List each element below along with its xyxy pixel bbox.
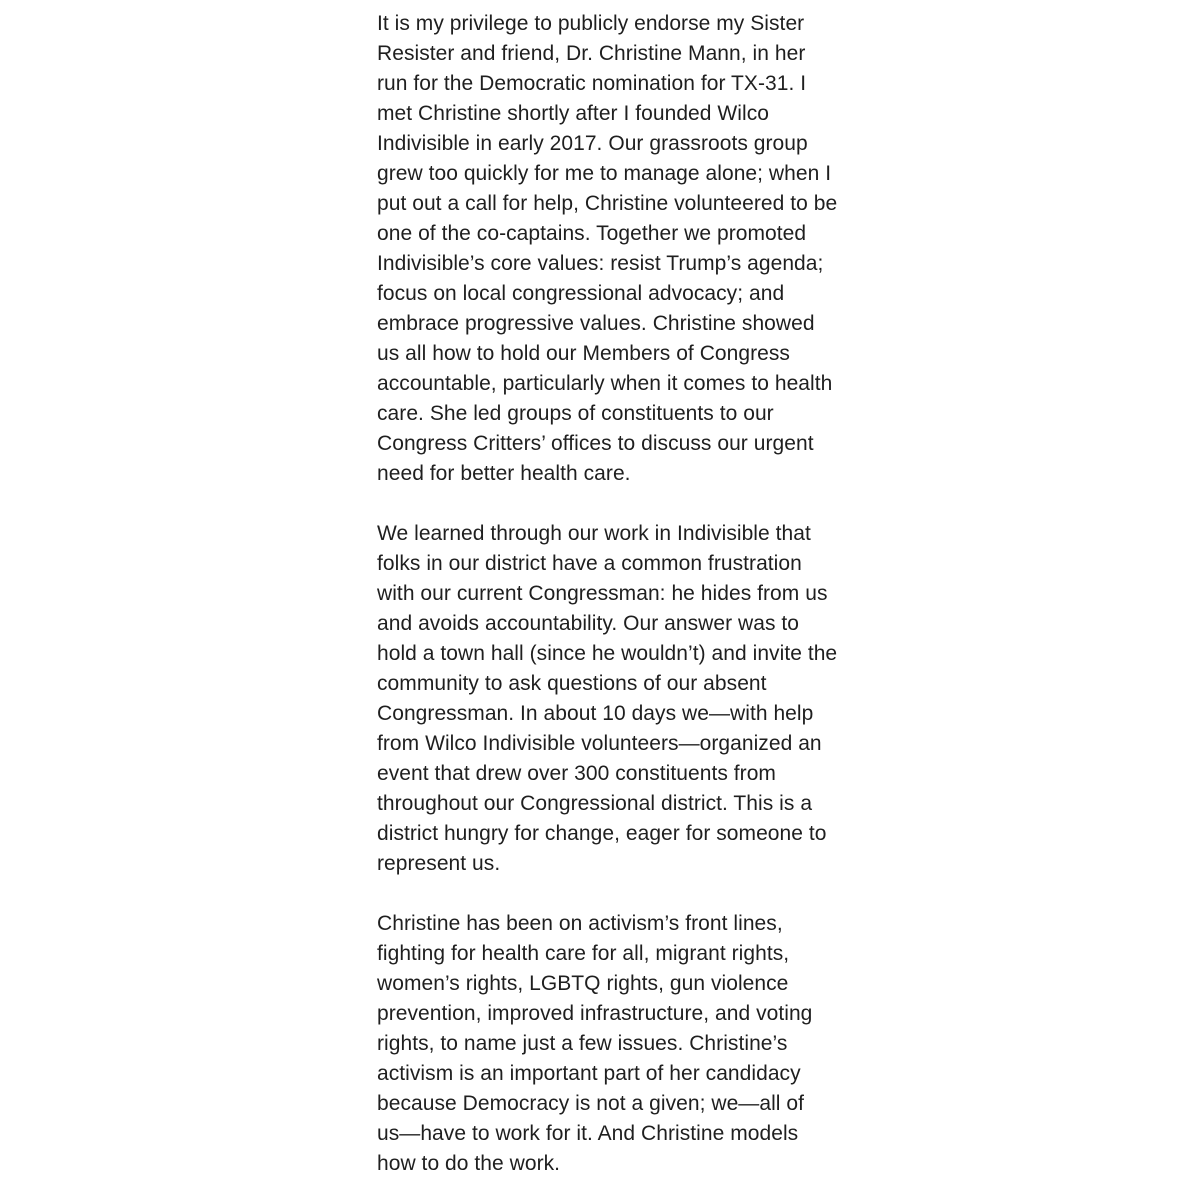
text-line: Congressman. In about 10 days we—with help: [377, 702, 814, 725]
text-line: women’s rights, LGBTQ rights, gun violence: [377, 972, 789, 995]
text-line: one of the co-captains. Together we promoted: [377, 222, 807, 245]
text-line: us—have to work for it. And Christine models: [377, 1122, 799, 1145]
text-line: It is my privilege to publicly endorse my Sister: [377, 12, 805, 35]
text-line: event that drew over 300 constituents from: [377, 762, 776, 785]
text-line: how to do the work.: [377, 1152, 561, 1175]
endorsement-letter-body: [377, 9, 867, 1179]
text-line: need for better health care.: [377, 462, 631, 485]
text-line: Indivisible’s core values: resist Trump’s agenda;: [377, 252, 824, 275]
text-line: Congress Critters’ offices to discuss our urgent: [377, 432, 814, 455]
text-line: grew too quickly for me to manage alone; when I: [377, 162, 832, 185]
text-line: Christine has been on activism’s front lines,: [377, 912, 783, 935]
text-line: prevention, improved infrastructure, and voting: [377, 1002, 813, 1025]
text-line: from Wilco Indivisible volunteers—organized an: [377, 732, 822, 755]
text-line: hold a town hall (since he wouldn’t) and invite the: [377, 642, 838, 665]
text-line: put out a call for help, Christine volunteered to be: [377, 192, 838, 215]
text-line: with our current Congressman: he hides from us: [377, 582, 828, 605]
text-line: throughout our Congressional district. This is a: [377, 792, 813, 815]
paragraph-2: [377, 519, 867, 879]
paragraph-1: [377, 9, 867, 489]
text-line: run for the Democratic nomination for TX-31. I: [377, 72, 807, 95]
text-line: us all how to hold our Members of Congress: [377, 342, 790, 365]
text-line: folks in our district have a common frustration: [377, 552, 802, 575]
text-line: and avoids accountability. Our answer was to: [377, 612, 800, 635]
paragraph-3: [377, 909, 867, 1179]
text-line: focus on local congressional advocacy; and: [377, 282, 785, 305]
text-line: represent us.: [377, 852, 501, 875]
text-line: We learned through our work in Indivisible that: [377, 522, 811, 545]
text-line: care. She led groups of constituents to our: [377, 402, 774, 425]
text-line: community to ask questions of our absent: [377, 672, 767, 695]
text-line: Indivisible in early 2017. Our grassroots group: [377, 132, 808, 155]
text-line: activism is an important part of her candidacy: [377, 1062, 801, 1085]
text-line: Resister and friend, Dr. Christine Mann, in her: [377, 42, 806, 65]
text-line: met Christine shortly after I founded Wilco: [377, 102, 769, 125]
text-line: because Democracy is not a given; we—all of: [377, 1092, 805, 1115]
text-line: accountable, particularly when it comes to health: [377, 372, 833, 395]
text-line: district hungry for change, eager for someone to: [377, 822, 827, 845]
text-line: fighting for health care for all, migrant rights,: [377, 942, 790, 965]
text-line: embrace progressive values. Christine showed: [377, 312, 815, 335]
text-line: rights, to name just a few issues. Christine’s: [377, 1032, 788, 1055]
